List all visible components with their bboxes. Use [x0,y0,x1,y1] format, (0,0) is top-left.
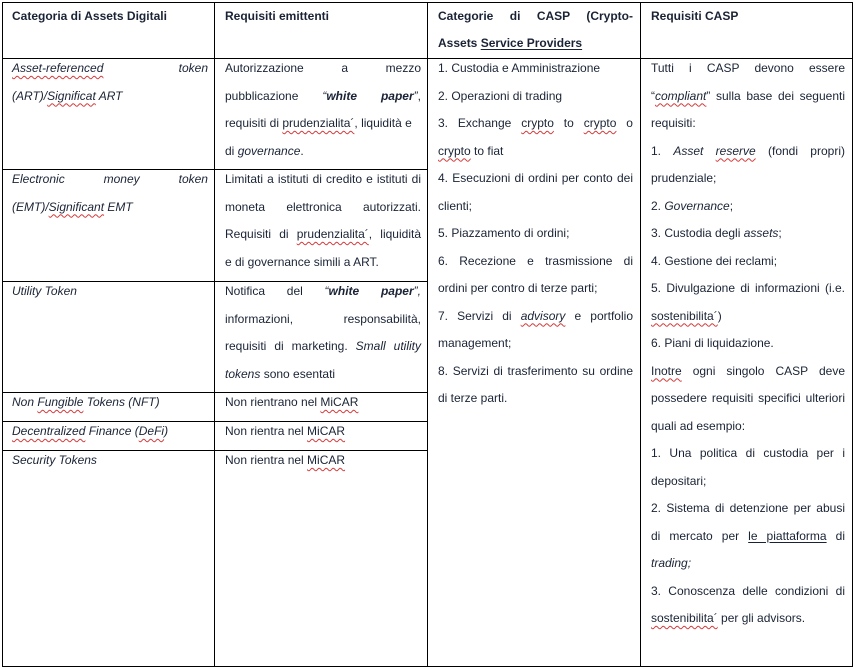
nft-name-a: Non [12,395,38,409]
casp-cat-3-fiat: to fiat [470,143,504,158]
emt-name-d: (EMT)/ [12,199,49,214]
col-divider-3 [640,3,641,666]
casp-req-sostenibilita: sostenibilita´ [651,308,718,323]
art-req-quote-open: “ [322,88,327,103]
emt-name-c: token [178,172,208,186]
cell-emt-category [12,166,208,221]
casp-req-15: 1. Una politica di custodia per i [651,446,845,460]
casp-cat-3a: 3. Exchange [438,116,522,130]
emt-req-line1: Limitati a istituti di credito e istituti di [225,172,421,186]
casp-cat-6: 6. Recezione e trasmissione di [438,253,633,268]
casp-req-2a: “ [651,88,655,103]
casp-req-10b: ) [717,308,722,323]
art-req-line2a: pubblicazione [225,88,323,103]
casp-cat-3e: o [616,116,633,130]
art-req-comma: , [417,88,421,103]
cell-nft-requirements [225,389,421,417]
art-name-d: Significat [47,88,96,103]
art-req-period: . [300,143,304,158]
casp-req-3: requisiti: [651,116,696,130]
casp-req-7c: ; [778,226,782,240]
art-name-e: ART [95,88,123,103]
casp-req-18a: di mercato per [651,528,749,543]
casp-req-piattaforma: le piattaforma [748,528,827,543]
casp-req-13: possedere requisiti specifici ulteriori [651,391,845,405]
art-req-line3a: requisiti di [225,116,283,130]
nft-req-text: Non rientrano nel [225,395,321,409]
col-divider-2 [427,3,428,666]
casp-cat-4b: clienti; [438,198,473,213]
casp-req-sostenibilita-2: sostenibilita´ [651,611,718,625]
emt-name-f: EMT [104,199,133,214]
emt-name-a: Electronic [12,172,65,186]
casp-req-18c: di [826,528,845,543]
defi-req-text: Non rientra nel [225,424,308,438]
cell-casp-categories [438,55,633,413]
cell-nft-category [12,389,208,417]
casp-req-9: 5. Divulgazione di informazioni (i.e. [651,281,845,295]
requirements-table [2,2,853,667]
header-requisiti-emittenti [225,3,421,30]
casp-req-7a: 3. Custodia degli [651,226,744,240]
util-req-white-paper: white paper [328,284,414,298]
cell-utility-requirements [225,278,421,388]
casp-cat-7c: e portfolio [565,308,633,323]
casp-cat-7-advisory: advisory [520,308,566,323]
sec-req-text: Non rientra nel [225,453,308,467]
casp-req-2c: ” sulla base dei seguenti [706,88,845,103]
header-categorie-casp [438,3,633,57]
sec-req-micar: MiCAR [307,453,346,467]
security-name: Security Tokens [12,453,97,467]
casp-req-reserve: reserve [715,143,756,158]
art-req-governance: governance [237,143,301,158]
emt-req-prudenzialita: prudenzialita´ [296,227,369,241]
util-req-tokens: tokens [225,366,261,381]
art-name-b: token [178,61,208,75]
nft-name-b: Fungible [37,395,84,409]
defi-name-b: Finance ( [85,424,139,438]
util-req-line1a: Notifica del [225,284,325,298]
header-casp-service-providers: Service Providers [480,36,583,50]
header-requisiti-emittenti-text: Requisiti emittenti [225,9,330,23]
header-categoria-text: Categoria di Assets Digitali [12,9,167,23]
art-req-line3c: , liquidità e [354,116,412,130]
header-casp-assets: Assets [438,36,478,50]
defi-name-d: ) [164,424,169,438]
header-casp-line1: Categorie di CASP (Crypto- [438,9,633,23]
utility-name: Utility Token [12,284,77,298]
emt-req-line2: moneta elettronica autorizzati. [225,199,421,214]
cell-defi-category [12,418,208,446]
casp-req-4a: 1. [651,143,674,158]
casp-req-6c: ; [729,198,734,213]
casp-cat-4: 4. Esecuzioni di ordini per conto dei [438,171,633,185]
casp-req-compliant: compliant [655,88,707,103]
casp-cat-8b: di terze parti. [438,391,508,405]
cell-security-requirements [225,447,421,475]
casp-req-governance: Governance [664,198,730,213]
nft-req-micar: MiCAR [320,395,359,409]
util-req-line4b: sono esentati [260,366,336,381]
casp-req-asset: Asset [673,143,704,158]
casp-req-21b: per gli advisors. [717,611,806,625]
casp-req-1: Tutti i CASP devono essere [651,61,845,75]
casp-cat-1: 1. Custodia e Amministrazione [438,61,601,75]
cell-casp-requirements [651,55,845,633]
cell-art-requirements [225,55,421,165]
art-name-c: (ART)/ [12,88,48,103]
casp-cat-2: 2. Operazioni di trading [438,88,563,103]
nft-name-c: Tokens (NFT) [83,395,160,409]
casp-cat-5: 5. Piazzamento di ordini; [438,226,570,240]
emt-req-line3a: Requisiti di [225,227,297,241]
casp-req-8: 4. Gestione dei reclami; [651,253,778,268]
art-req-prudenzialita: prudenzialita´ [282,116,355,130]
casp-req-19: trading; [651,556,692,570]
casp-cat-3c: to [553,116,584,130]
cell-utility-category [12,278,208,306]
defi-req-micar: MiCAR [307,424,346,438]
casp-req-14: quali ad esempio: [651,418,746,433]
casp-req-20: 3. Conoscenza delle condizioni di [651,583,845,598]
casp-req-16: depositari; [651,473,707,488]
art-req-quote-close: ” [413,88,418,103]
casp-req-4e: (fondi propri) [755,143,845,158]
art-req-line4a: di [225,143,238,158]
art-name-a: Asset-referenced [12,61,104,75]
casp-cat-8: 8. Servizi di trasferimento su ordine [438,363,633,378]
casp-req-11: 6. Piani di liquidazione. [651,336,774,350]
defi-name-a: Decentralized [12,424,86,438]
emt-req-line3c: , liquidità [368,227,421,241]
casp-cat-3-crypto2: crypto [583,116,617,130]
cell-security-category [12,447,208,475]
casp-req-5: prudenziale; [651,171,717,185]
util-req-line3a: requisiti di marketing. [225,339,356,353]
casp-cat-7b: management; [438,336,512,350]
casp-req-assets: assets [743,226,779,240]
emt-name-b: money [103,172,140,186]
emt-name-e: Significant [48,199,105,214]
util-req-quote-close: ”, [413,284,421,298]
defi-name-c: DeFi [138,424,165,438]
util-req-quote-open: “ [324,284,329,298]
header-requisiti-casp-text: Requisiti CASP [651,9,739,23]
casp-cat-7a: 7. Servizi di [438,308,521,323]
casp-req-12b: ogni singolo CASP deve [681,363,845,378]
casp-cat-3-crypto1: crypto [521,116,554,130]
header-categoria [12,3,208,30]
cell-emt-requirements [225,166,421,276]
util-req-line2: informazioni, responsabilità, [225,311,421,326]
cell-defi-requirements [225,418,421,446]
casp-cat-3-crypto3: crypto [438,143,471,158]
art-req-white-paper: white paper [326,88,414,103]
casp-req-17: 2. Sistema di detenzione per abusi [651,501,845,515]
emt-req-line4: e di governance simili a ART. [225,254,379,269]
header-requisiti-casp [651,3,845,30]
art-req-line1: Autorizzazione a mezzo [225,61,421,75]
cell-art-category [12,55,208,110]
util-req-small-utility: Small utility [355,339,421,353]
casp-req-4c [703,144,715,158]
casp-cat-6b: ordini per contro di terze parti; [438,281,598,295]
casp-req-inotre: Inotre [651,363,682,378]
col-divider-1 [214,3,215,666]
casp-req-6a: 2. [651,198,665,213]
